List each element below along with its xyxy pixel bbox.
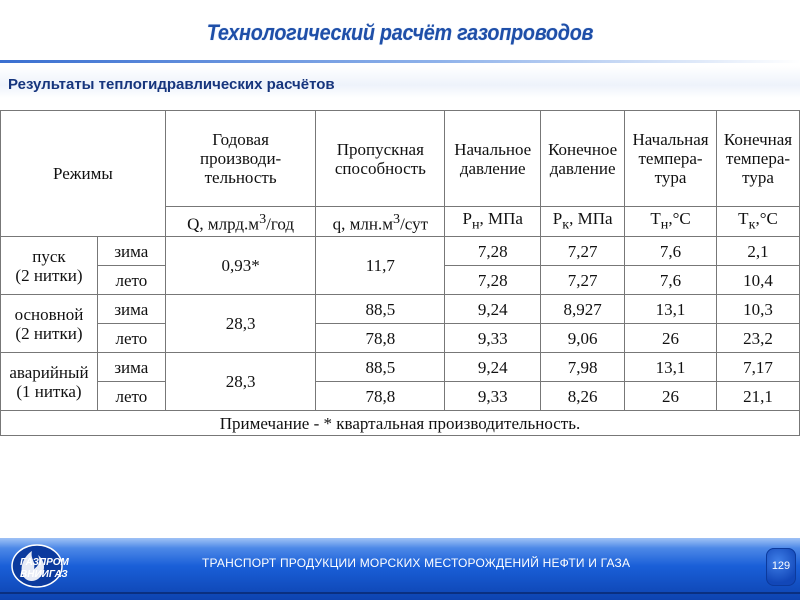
header-t-end xyxy=(717,111,800,207)
table-row xyxy=(1,295,800,324)
header-capacity-l2: способность xyxy=(334,158,426,178)
results-table xyxy=(0,110,800,436)
unit-p-start-b: , МПа xyxy=(479,208,523,228)
t-start-cell: 13,1 xyxy=(625,295,717,324)
capacity-cell: 88,5 xyxy=(316,295,445,324)
table-note: Примечание - * квартальная производительность. xyxy=(1,411,800,436)
header-t-end-l3: тура xyxy=(742,168,774,187)
slide-subtitle: Результаты теплогидравлических расчётов xyxy=(8,76,335,93)
mode-cell xyxy=(1,295,98,353)
slide-title: Технологический расчёт газопроводов xyxy=(206,20,594,45)
t-end-cell: 23,2 xyxy=(717,324,800,353)
header-p-start-l1: Начальное xyxy=(454,139,532,159)
mode-cell xyxy=(1,353,98,411)
annual-cell: 28,3 xyxy=(165,295,316,353)
p-end-cell: 9,06 xyxy=(541,324,625,353)
table-row xyxy=(1,382,800,411)
mode-cell xyxy=(1,237,98,295)
page-number-badge xyxy=(766,548,796,586)
t-end-cell: 10,4 xyxy=(717,266,800,295)
t-end-cell: 2,1 xyxy=(717,237,800,266)
header-t-start-l2: темпера- xyxy=(638,149,703,168)
mode-threads: (2 нитки) xyxy=(15,323,83,343)
header-capacity-l1: Пропускная xyxy=(336,139,424,159)
unit-t-end xyxy=(717,207,800,237)
t-end-cell: 10,3 xyxy=(717,295,800,324)
p-end-cell: 8,927 xyxy=(541,295,625,324)
p-end-cell: 7,98 xyxy=(541,353,625,382)
header-t-start-l1: Начальная xyxy=(632,130,709,149)
header-p-end-l2: давление xyxy=(549,158,616,178)
capacity-cell: 88,5 xyxy=(316,353,445,382)
unit-annual-a: Q, млрд.м xyxy=(187,214,260,234)
header-annual xyxy=(165,111,316,207)
unit-t-end-a: T xyxy=(738,208,749,228)
unit-p-end-b: , МПа xyxy=(569,208,613,228)
header-p-start xyxy=(445,111,541,207)
table-row xyxy=(1,324,800,353)
header-p-end xyxy=(541,111,625,207)
season-cell: зима xyxy=(97,295,165,324)
unit-capacity xyxy=(316,207,445,237)
p-end-cell: 8,26 xyxy=(541,382,625,411)
p-end-cell: 7,27 xyxy=(541,237,625,266)
p-start-cell: 9,33 xyxy=(445,382,541,411)
logo-text-vniigaz: ВНИИГАЗ xyxy=(20,569,68,580)
p-end-cell: 7,27 xyxy=(541,266,625,295)
unit-t-end-b: ,°C xyxy=(755,208,778,228)
unit-p-end-a: P xyxy=(552,208,563,228)
season-cell: зима xyxy=(97,353,165,382)
header-t-end-l1: Конечная xyxy=(723,130,793,149)
header-p-start-l2: давление xyxy=(459,158,526,178)
unit-p-end xyxy=(541,207,625,237)
t-start-cell: 26 xyxy=(625,324,717,353)
unit-p-start-sub: н xyxy=(471,216,480,233)
mode-label: аварийный xyxy=(9,362,89,382)
logo-text-gazprom: ГАЗПРОМ xyxy=(20,557,69,568)
header-annual-l3: тельность xyxy=(204,168,277,187)
header-t-start xyxy=(625,111,717,207)
unit-t-start-sub: н xyxy=(660,216,669,233)
season-cell: лето xyxy=(97,382,165,411)
capacity-cell: 78,8 xyxy=(316,382,445,411)
t-end-cell: 21,1 xyxy=(717,382,800,411)
unit-t-end-sub: к xyxy=(748,216,756,233)
note-row xyxy=(1,411,800,436)
header-capacity xyxy=(316,111,445,207)
header-t-start-l3: тура xyxy=(654,168,687,187)
unit-capacity-sup: 3 xyxy=(393,210,401,227)
unit-t-start-a: T xyxy=(650,208,661,228)
t-start-cell: 26 xyxy=(625,382,717,411)
p-start-cell: 7,28 xyxy=(445,266,541,295)
t-end-cell: 7,17 xyxy=(717,353,800,382)
table-row xyxy=(1,237,800,266)
unit-capacity-a: q, млн.м xyxy=(332,214,393,234)
unit-annual xyxy=(165,207,316,237)
season-cell: зима xyxy=(97,237,165,266)
footer-caption: ТРАНСПОРТ ПРОДУКЦИИ МОРСКИХ МЕСТОРОЖДЕНИЙ НЕФТИ И ГАЗА xyxy=(202,556,631,570)
p-start-cell: 9,33 xyxy=(445,324,541,353)
unit-p-start-a: P xyxy=(462,208,472,228)
unit-capacity-b: /сут xyxy=(400,214,429,234)
p-start-cell: 7,28 xyxy=(445,237,541,266)
mode-threads: (1 нитка) xyxy=(16,381,82,401)
capacity-cell: 11,7 xyxy=(316,237,445,295)
mode-label: пуск xyxy=(32,246,66,266)
header-annual-l1: Годовая xyxy=(212,130,269,149)
title-underline xyxy=(0,60,800,63)
header-mode xyxy=(1,111,166,237)
header-row xyxy=(1,111,800,207)
t-start-cell: 13,1 xyxy=(625,353,717,382)
footer-bottom-line xyxy=(0,592,800,594)
t-start-cell: 7,6 xyxy=(625,266,717,295)
page-number: 129 xyxy=(771,560,791,572)
unit-annual-sup: 3 xyxy=(259,210,267,227)
p-start-cell: 9,24 xyxy=(445,295,541,324)
season-cell: лето xyxy=(97,324,165,353)
unit-t-start-b: ,°C xyxy=(668,208,691,228)
annual-cell: 0,93* xyxy=(165,237,316,295)
header-p-end-l1: Конечное xyxy=(548,139,618,159)
unit-p-start xyxy=(445,207,541,237)
season-cell: лето xyxy=(97,266,165,295)
header-mode-label: Режимы xyxy=(52,164,113,183)
footer-highlight xyxy=(0,538,800,548)
mode-label: основной xyxy=(14,304,84,324)
header-t-end-l2: темпера- xyxy=(725,149,791,168)
p-start-cell: 9,24 xyxy=(445,353,541,382)
annual-cell: 28,3 xyxy=(165,353,316,411)
mode-threads: (2 нитки) xyxy=(15,265,83,285)
header-annual-l2: производи- xyxy=(199,149,282,168)
t-start-cell: 7,6 xyxy=(625,237,717,266)
table-row xyxy=(1,353,800,382)
unit-p-end-sub: к xyxy=(562,216,570,233)
unit-annual-b: /год xyxy=(266,214,295,234)
unit-t-start xyxy=(625,207,717,237)
capacity-cell: 78,8 xyxy=(316,324,445,353)
